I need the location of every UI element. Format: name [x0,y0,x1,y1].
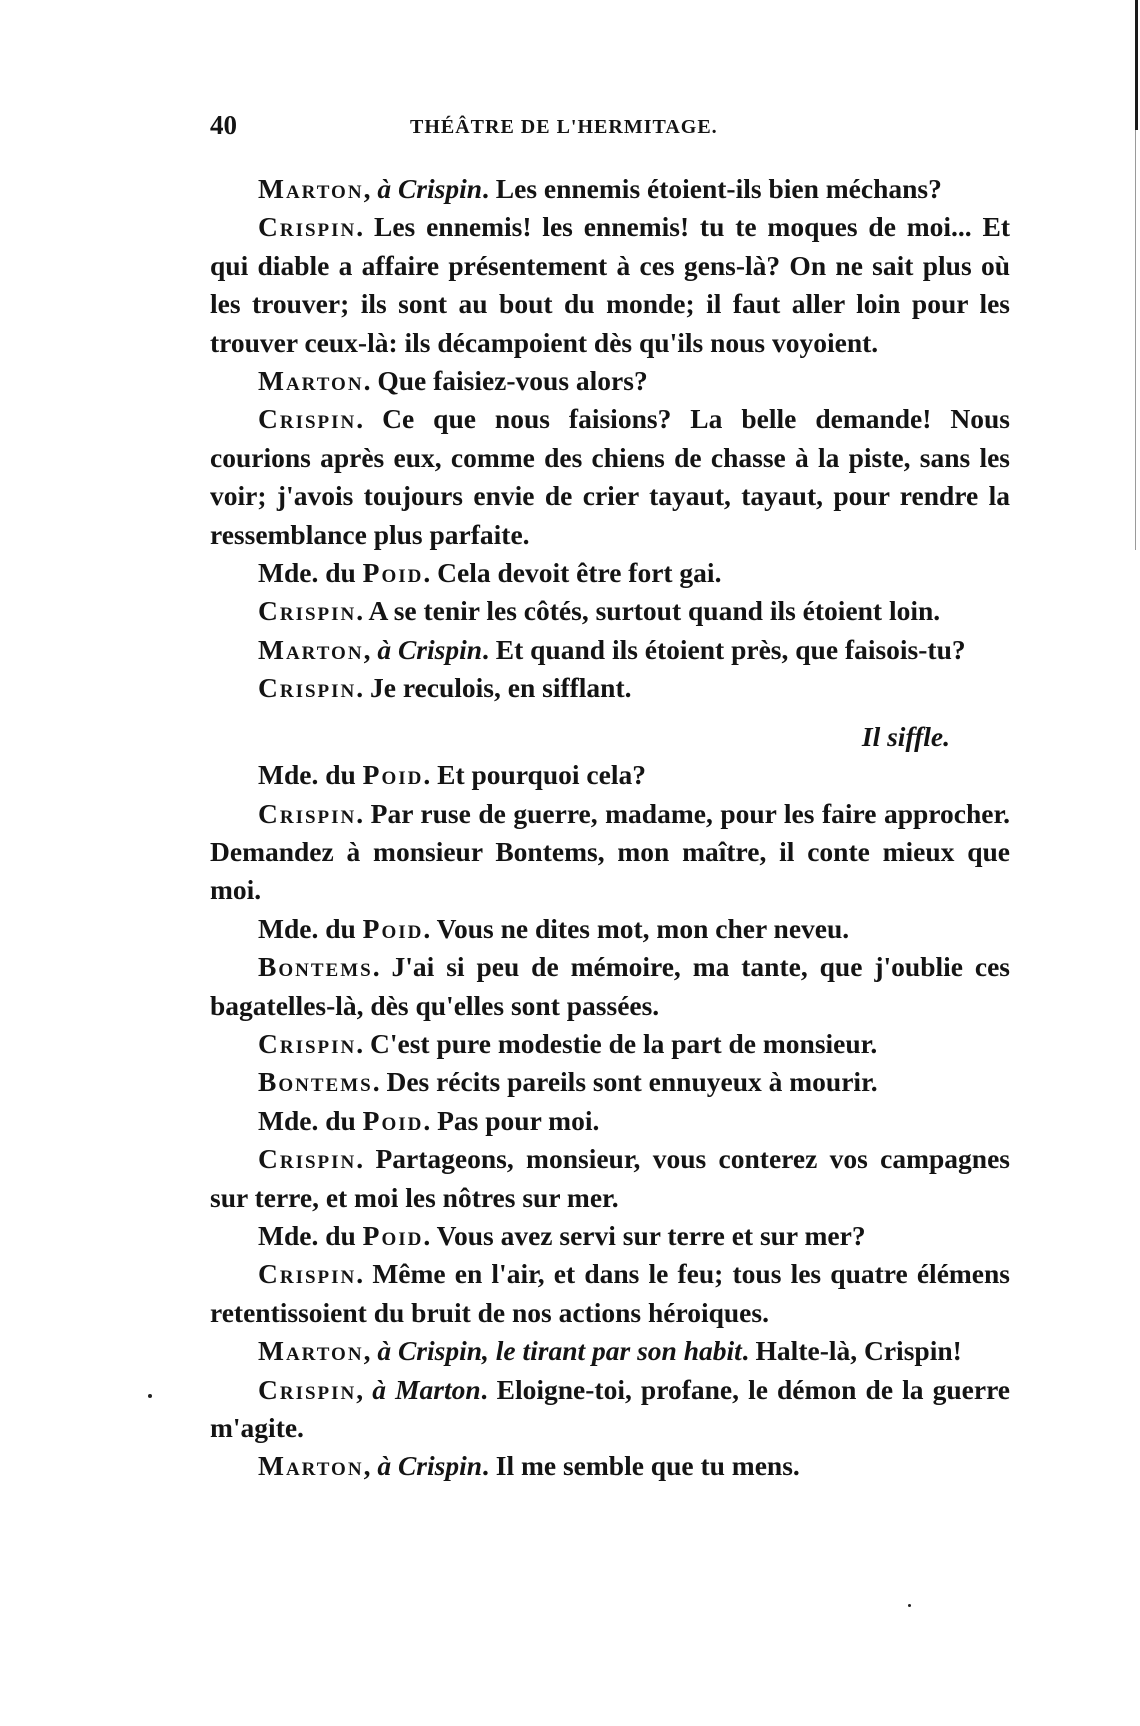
dialogue-text: Eloigne-toi, profane, le démon de la guerre m'agite. [210,1373,1010,1443]
speaker-name: Crispin [258,1258,357,1290]
speaker-name: Crispin [258,403,357,435]
page-edge-line [1135,0,1138,130]
stage-direction-inline: à Crispin [377,633,483,665]
dialogue-line: Mde. du Poid. Cela devoit être fort gai. [258,557,722,589]
dialogue-line: Marton. Que faisiez-vous alors? [258,365,648,397]
stage-direction-inline: à Marton [372,1373,481,1405]
speaker-name: Crispin [258,1143,357,1175]
dialogue-text: C'est pure modestie de la part de monsieur. [370,1027,878,1059]
dialogue-line: Crispin. C'est pure modestie de la part de monsieur. [258,1027,878,1059]
dialogue-text: Et pourquoi cela? [437,759,646,791]
dialogue-text: Il me semble que tu mens. [495,1450,800,1482]
dialogue-line: Mde. du Poid. Vous avez servi sur terre et sur mer? [258,1219,866,1251]
speaker-prefix: Mde. du [258,557,356,589]
dialogue-line: Bontems. Des récits pareils sont ennuyeux à mourir. [258,1066,878,1098]
dialogue-line: Crispin. Je reculois, en sifflant. [258,672,632,704]
dialogue-line: Mde. du Poid. Vous ne dites mot, mon cher neveu. [258,912,850,944]
dialogue-line: Crispin. Partageons, monsieur, vous conterez vos campagnes sur terre, et moi les nôtres sur mer. [210,1143,1010,1213]
dialogue-line: Marton, à Crispin. Il me semble que tu mens. [258,1450,800,1482]
speaker-prefix: Mde. du [258,1104,356,1136]
speaker-name: Crispin [258,211,357,243]
dialogue-text: Que faisiez-vous alors? [377,365,648,397]
dialogue-text: Ce que nous faisions? La belle demande! Nous courions après eux, comme des chiens de chasse à la piste, sans les voir; j'avois toujours envie de crier tayaut, tayaut, pour rendre la ressemblance plus parfaite. [210,403,1011,550]
dialogue-line: Crispin. A se tenir les côtés, surtout quand ils étoient loin. [258,595,941,627]
dialogue-text: Les ennemis étoient-ils bien méchans? [495,173,942,204]
speaker-name: Crispin [258,797,357,829]
speaker-name: Crispin [258,672,357,704]
speaker-name: Marton [258,1450,364,1482]
dialogue-text: J'ai si peu de mémoire, ma tante, que j'oublie ces bagatelles-là, dès qu'elles sont passées. [210,951,1011,1021]
speaker-prefix: Mde. du [258,912,356,944]
speaker-name: Bontems [258,951,373,983]
page-number: 40 [210,110,237,140]
dialogue-text: Des récits pareils sont ennuyeux à mourir. [386,1066,878,1098]
speaker-name: Poid [362,557,424,589]
ink-speck [148,1394,152,1398]
dialogue-line: Mde. du Poid. Pas pour moi. [258,1104,600,1136]
speaker-name: Marton [258,1335,364,1367]
stage-direction-inline: à Crispin [377,173,483,204]
dialogue-line: Crispin. Même en l'air, et dans le feu; tous les quatre élémens retentissoient du bruit de nos actions héroiques. [210,1258,1011,1328]
dialogue-text: Par ruse de guerre, madame, pour les faire approcher. Demandez à monsieur Bontems, mon maître, il conte mieux que moi. [210,797,1010,906]
dialogue-line: Crispin, à Marton. Eloigne-toi, profane, le démon de la guerre m'agite. [210,1373,1010,1443]
dialogue-text: Je reculois, en sifflant. [370,672,632,704]
dialogue-line: Marton, à Crispin, le tirant par son habit. Halte-là, Crispin! [258,1335,962,1367]
speaker-name: Crispin [258,1373,357,1405]
stage-direction: Il siffle. [861,720,950,752]
dialogue-text: Et quand ils étoient près, que faisois-tu? [495,633,966,665]
play-text [210,170,1010,1486]
dialogue-line: Crispin. Ce que nous faisions? La belle demande! Nous courions après eux, comme des chiens de chasse à la piste, sans les voir; j'avois toujours envie de crier tayaut, tayaut, pour rendre la ressemblance plus parfaite. [210,403,1011,550]
dialogue-line: Mde. du Poid. Et pourquoi cela? [258,759,646,791]
page-edge-shadow [1135,130,1136,550]
speaker-name: Marton [258,633,364,665]
dialogue-line: Crispin. Par ruse de guerre, madame, pour les faire approcher. Demandez à monsieur Bontems, mon maître, il conte mieux que moi. [210,797,1010,906]
dialogue-text: A se tenir les côtés, surtout quand ils étoient loin. [368,595,941,627]
running-title: THÉÂTRE DE L'HERMITAGE. [410,116,718,138]
dialogue-text: Halte-là, Crispin! [755,1335,962,1367]
speaker-name: Poid [362,759,424,791]
speaker-prefix: Mde. du [258,759,356,791]
dialogue-text: Même en l'air, et dans le feu; tous les quatre élémens retentissoient du bruit de nos actions héroiques. [210,1258,1011,1328]
dialogue-text: Pas pour moi. [437,1104,600,1136]
page-header [210,110,1010,150]
dialogue-line: Marton, à Crispin. Et quand ils étoient près, que faisois-tu? [258,633,966,665]
ink-speck [908,1604,911,1607]
speaker-prefix: Mde. du [258,1219,356,1251]
stage-direction-inline: à Crispin, le tirant par son habit [377,1335,742,1367]
stage-direction-inline: à Crispin [377,1450,483,1482]
speaker-name: Crispin [258,595,357,627]
dialogue-line: Crispin. Les ennemis! les ennemis! tu te moques de moi... Et qui diable a affaire présentement à ces gens-là? On ne sait plus où les trouver; ils sont au bout du monde; il faut aller loin pour les trouver ceux-là: ils décampoient dès qu'ils nous voyoient. [210,211,1010,358]
speaker-name: Marton [258,173,364,204]
speaker-name: Poid [362,1219,424,1251]
dialogue-text: Cela devoit être fort gai. [437,557,722,589]
dialogue-text: Vous avez servi sur terre et sur mer? [436,1219,866,1251]
speaker-name: Bontems [258,1066,373,1098]
dialogue-line: Marton, à Crispin. Les ennemis étoient-ils bien méchans? [258,173,942,204]
dialogue-text: Partageons, monsieur, vous conterez vos campagnes sur terre, et moi les nôtres sur mer. [210,1143,1010,1213]
dialogue-line: Bontems. J'ai si peu de mémoire, ma tante, que j'oublie ces bagatelles-là, dès qu'elles sont passées. [210,951,1011,1021]
speaker-name: Poid [362,912,424,944]
dialogue-text: Vous ne dites mot, mon cher neveu. [436,912,850,944]
speaker-name: Poid [362,1104,424,1136]
dialogue-text: Les ennemis! les ennemis! tu te moques de moi... Et qui diable a affaire présentement à ces gens-là? On ne sait plus où les trouver; ils sont au bout du monde; il faut aller loin pour les trouver ceux-là: ils décampoient dès qu'ils nous voyoient. [210,211,1010,358]
speaker-name: Crispin [258,1027,357,1059]
speaker-name: Marton [258,365,364,397]
